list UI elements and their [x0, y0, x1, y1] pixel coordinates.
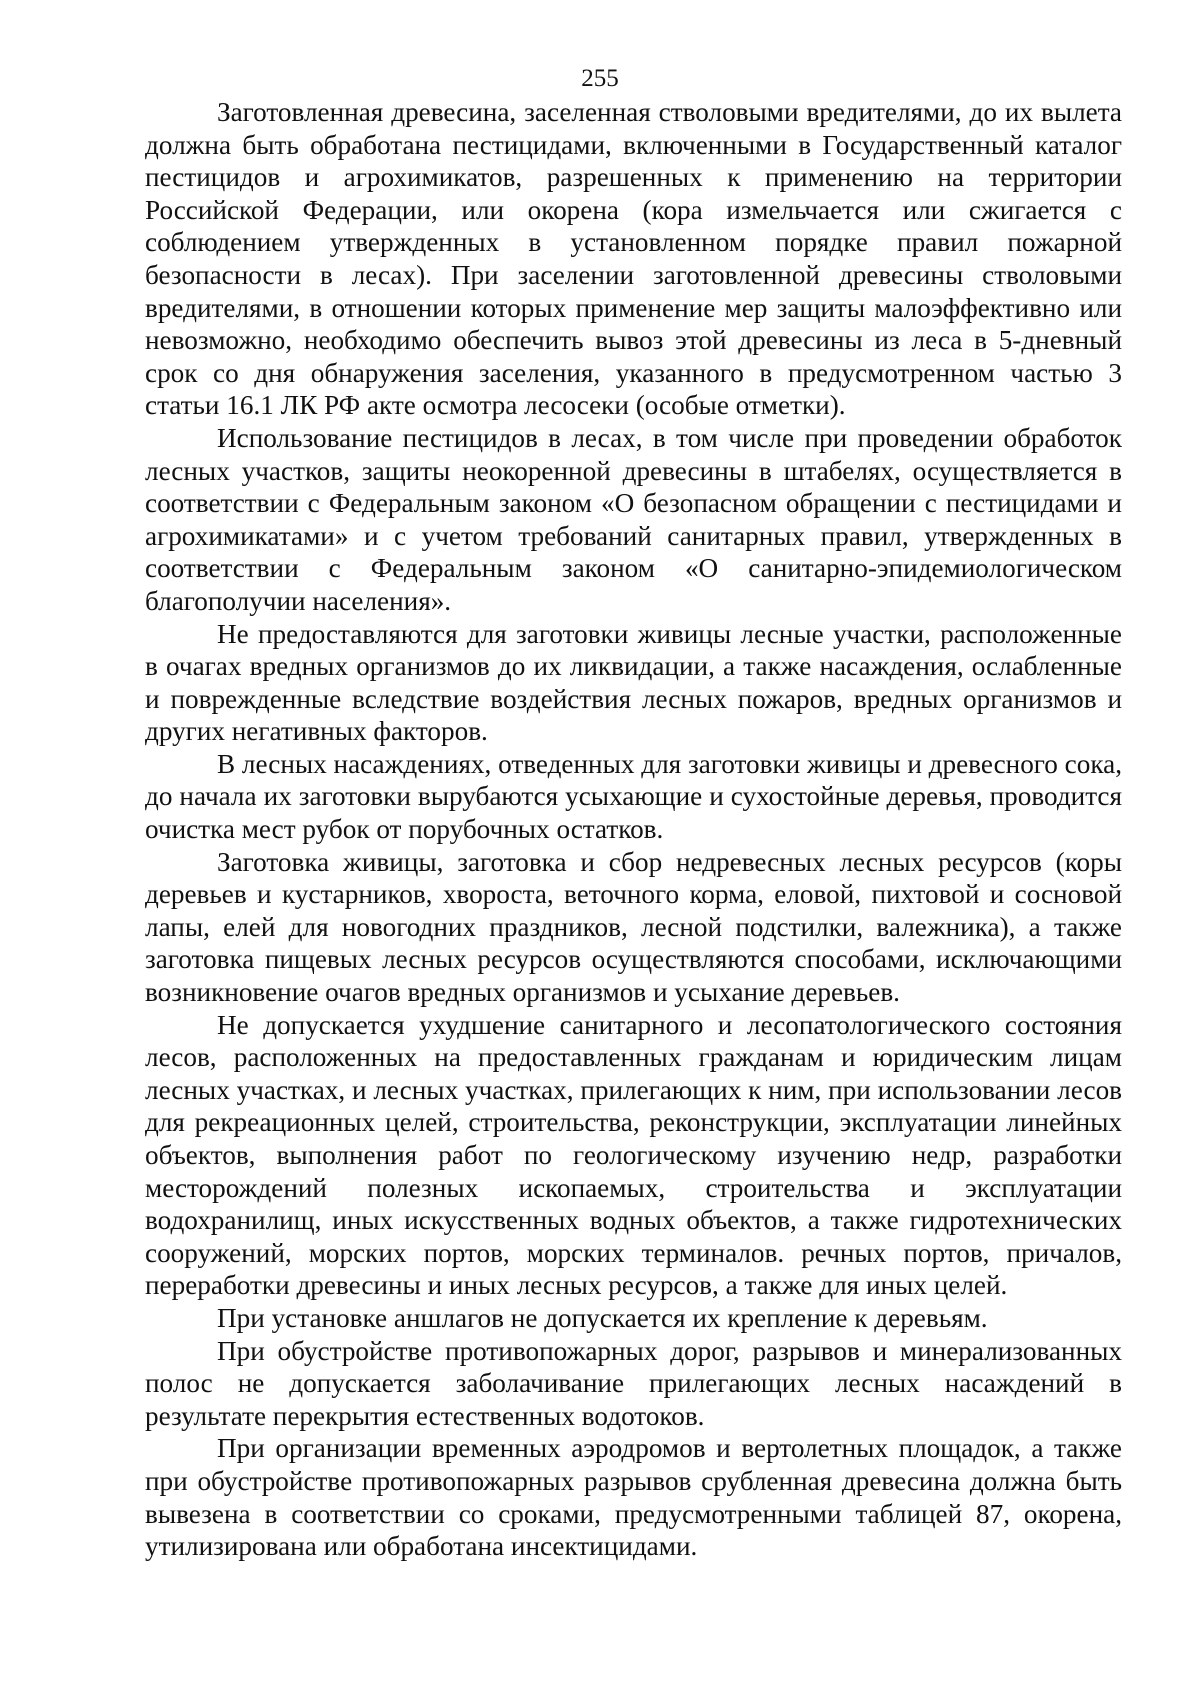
paragraph-9: При организации временных аэродромов и вертолетных площадок, а также при обустройстве противопожарных разрывов срубленная древесина должна быть вывезена в соответствии со сроками, предусмотренными таблицей 87, окорена, утилизирована или обработана инсектицидами.: [145, 1433, 1122, 1562]
body-text: [145, 96, 1122, 1563]
paragraph-4: В лесных насаждениях, отведенных для заготовки живицы и древесного сока, до начала их заготовки вырубаются усыхающие и сухостойные деревья, проводится очистка мест рубок от порубочных остатков.: [145, 748, 1122, 845]
paragraph-3: Не предоставляются для заготовки живицы лесные участки, расположенные в очагах вредных организмов до их ликвидации, а также насаждения, ослабленные и поврежденные вследствие воздействия лесных пожаров, вредных организмов и других негативных факторов.: [145, 618, 1122, 747]
paragraph-5: Заготовка живицы, заготовка и сбор недревесных лесных ресурсов (коры деревьев и кустарников, хвороста, веточного корма, еловой, пихтовой и сосновой лапы, елей для новогодних праздников, лесной подстилки, валежника), а также заготовка пищевых лесных ресурсов осуществляются способами, исключающими возникновение очагов вредных организмов и усыхание деревьев.: [145, 846, 1122, 1008]
paragraph-1: Заготовленная древесина, заселенная стволовыми вредителями, до их вылета должна быть обработана пестицидами, включенными в Государственный каталог пестицидов и агрохимикатов, разрешенных к применению на территории Российской Федерации, или окорена (кора измельчается или сжигается с соблюдением утвержденных в установленном порядке правил пожарной безопасности в лесах). При заселении заготовленной древесины стволовыми вредителями, в отношении которых применение мер защиты малоэффективно или невозможно, необходимо обеспечить вывоз этой древесины из леса в 5-дневный срок со дня обнаружения заселения, указанного в предусмотренном частью 3 статьи 16.1 ЛК РФ акте осмотра лесосеки (особые отметки).: [145, 97, 1122, 421]
paragraph-2: Использование пестицидов в лесах, в том числе при проведении обработок лесных участков, защиты неокоренной древесины в штабелях, осуществляется в соответствии с Федеральным законом «О безопасном обращении с пестицидами и агрохимикатами» и с учетом требований санитарных правил, утвержденных в соответствии с Федеральным законом «О санитарно-эпидемиологическом благополучии населения».: [145, 422, 1122, 616]
page-number: 255: [581, 65, 619, 92]
paragraph-6: Не допускается ухудшение санитарного и лесопатологического состояния лесов, расположенных на предоставленных гражданам и юридическим лицам лесных участках, и лесных участках, прилегающих к ним, при использовании лесов для рекреационных целей, строительства, реконструкции, эксплуатации линейных объектов, выполнения работ по геологическому изучению недр, разработки месторождений полезных ископаемых, строительства и эксплуатации водохранилищ, иных искусственных водных объектов, а также гидротехнических сооружений, морских портов, морских терминалов. речных портов, причалов, переработки древесины и иных лесных ресурсов, а также для иных целей.: [145, 1009, 1122, 1301]
paragraph-7: При установке аншлагов не допускается их крепление к деревьям.: [217, 1302, 988, 1333]
paragraph-8: При обустройстве противопожарных дорог, разрывов и минерализованных полос не допускается заболачивание прилегающих лесных насаждений в результате перекрытия естественных водотоков.: [145, 1335, 1122, 1431]
